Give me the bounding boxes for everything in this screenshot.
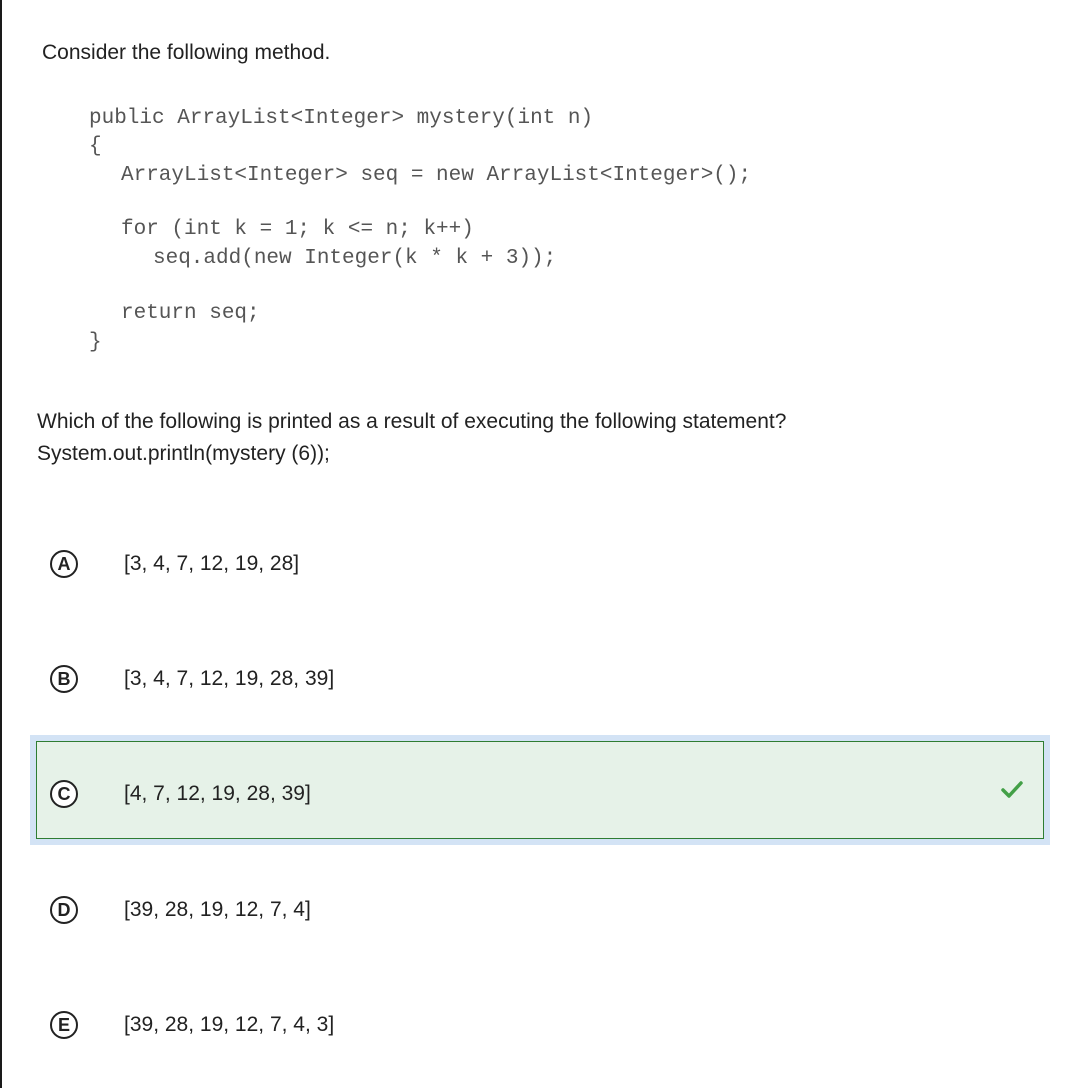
answer-choice-a[interactable]: [30, 508, 1050, 618]
code-line: ArrayList<Integer> seq = new ArrayList<Integer>();: [121, 164, 752, 187]
choice-letter-badge: C: [50, 780, 78, 808]
code-line: return seq;: [121, 302, 260, 325]
choice-text: [39, 28, 19, 12, 7, 4, 3]: [124, 1013, 335, 1036]
code-line: public ArrayList<Integer> mystery(int n): [89, 107, 594, 130]
answer-choice-b[interactable]: [30, 623, 1050, 733]
answer-choice-d[interactable]: [30, 854, 1050, 964]
choice-letter-badge: E: [50, 1011, 78, 1039]
question-intro: Consider the following method.: [42, 41, 331, 64]
choice-letter-badge: B: [50, 665, 78, 693]
code-line: seq.add(new Integer(k * k + 3));: [153, 247, 557, 270]
code-line: {: [89, 135, 102, 158]
choice-text: [39, 28, 19, 12, 7, 4]: [124, 898, 311, 921]
code-line: for (int k = 1; k <= n; k++): [121, 218, 474, 241]
answer-choice-c[interactable]: [30, 735, 1050, 845]
code-line: }: [89, 331, 102, 354]
question-statement: System.out.println(mystery (6));: [37, 442, 330, 465]
choice-text: [3, 4, 7, 12, 19, 28]: [124, 552, 300, 575]
question-text: [37, 406, 786, 470]
question-line: Which of the following is printed as a result of executing the following statement?: [37, 410, 787, 433]
left-border: [0, 0, 2, 1088]
choice-letter-badge: D: [50, 896, 78, 924]
answer-choice-e[interactable]: [30, 969, 1050, 1079]
choice-text: [4, 7, 12, 19, 28, 39]: [124, 782, 311, 805]
choice-text: [3, 4, 7, 12, 19, 28, 39]: [124, 667, 335, 690]
check-icon: [1000, 777, 1024, 801]
choice-letter-badge: A: [50, 550, 78, 578]
